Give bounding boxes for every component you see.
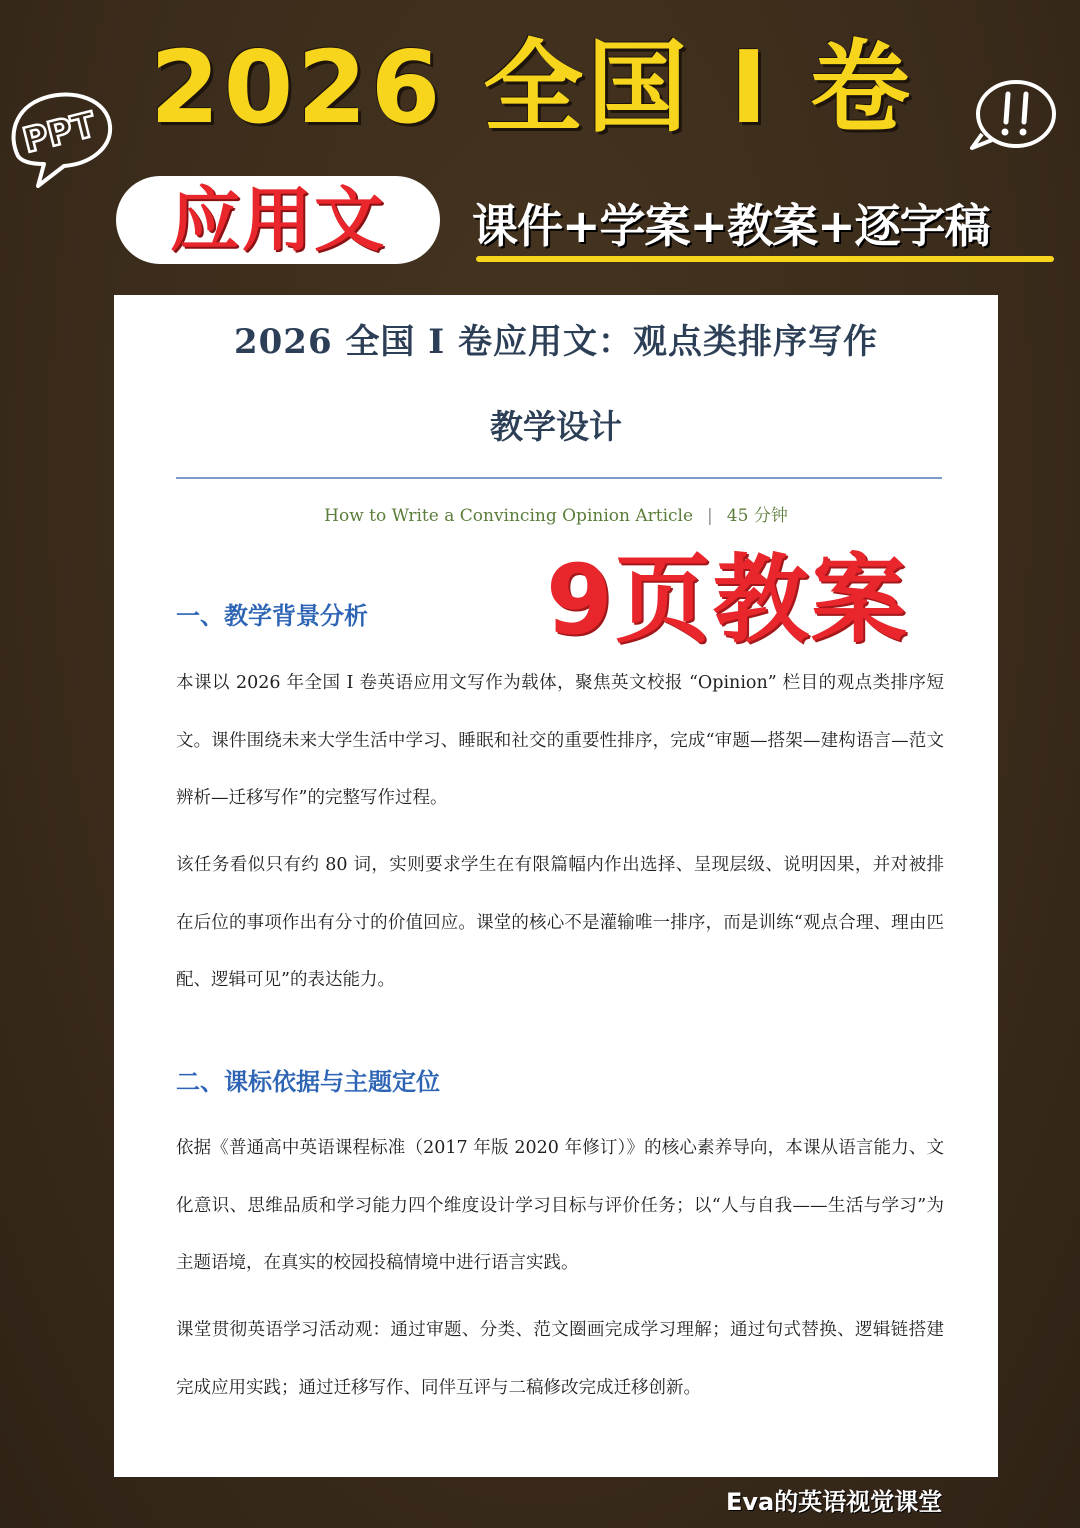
paragraph: 本课以 2026 年全国 I 卷英语应用文写作为载体，聚焦英文校报 “Opinion” 栏目的观点类排序短文。课件围绕未来大学生活中学习、睡眠和社交的重要性排序，完成“审题—搭架—建构语言—范文辨析—迁移写作”的完整写作过程。 xyxy=(176,673,944,808)
subtitle-underline xyxy=(476,256,1054,262)
category-pill xyxy=(116,176,440,264)
page-count-stamp: 9页教案 xyxy=(546,544,909,656)
document-page xyxy=(114,295,998,1477)
banner-title: 2026 全国 I 卷 xyxy=(150,29,914,146)
ppt-label: PPT xyxy=(19,104,100,162)
ppt-speech-bubble-icon xyxy=(4,86,116,190)
document-subtitle: 教学设计 xyxy=(490,407,622,446)
document-meta xyxy=(114,500,998,532)
pill-label: 应用文 xyxy=(170,179,386,261)
section-heading: 二、课标依据与主题定位 xyxy=(176,1068,440,1096)
banner-subtitle: 课件+学案+教案+逐字稿 xyxy=(472,199,990,253)
section-heading: 一、教学背景分析 xyxy=(176,602,368,630)
paragraph: 课堂贯彻英语学习活动观：通过审题、分类、范文圈画完成学习理解；通过句式替换、逻辑链搭建完成应用实践；通过迁移写作、同伴互评与二稿修改完成迁移创新。 xyxy=(176,1320,944,1398)
meta-separator: | xyxy=(707,506,713,526)
meta-english-title: How to Write a Convincing Opinion Article xyxy=(324,506,694,526)
meta-duration: 45 分钟 xyxy=(726,506,788,526)
document-title: 2026 全国 I 卷应用文：观点类排序写作 xyxy=(233,322,879,362)
exclamation-bubble-icon xyxy=(968,74,1060,156)
paragraph: 该任务看似只有约 80 词，实则要求学生在有限篇幅内作出选择、呈现层级、说明因果，并对被排在后位的事项作出有分寸的价值回应。课堂的核心不是灌输唯一排序，而是训练“观点合理、理由匹配、逻辑可见”的表达能力。 xyxy=(176,855,944,990)
paragraph: 依据《普通高中英语课程标准（2017 年版 2020 年修订）》的核心素养导向，本课从语言能力、文化意识、思维品质和学习能力四个维度设计学习目标与评价任务；以“人与自我——生活与学习”为主题语境，在真实的校园投稿情境中进行语言实践。 xyxy=(176,1138,944,1273)
author-watermark: Eva的英语视觉课堂 xyxy=(726,1488,943,1516)
title-divider xyxy=(176,477,942,479)
